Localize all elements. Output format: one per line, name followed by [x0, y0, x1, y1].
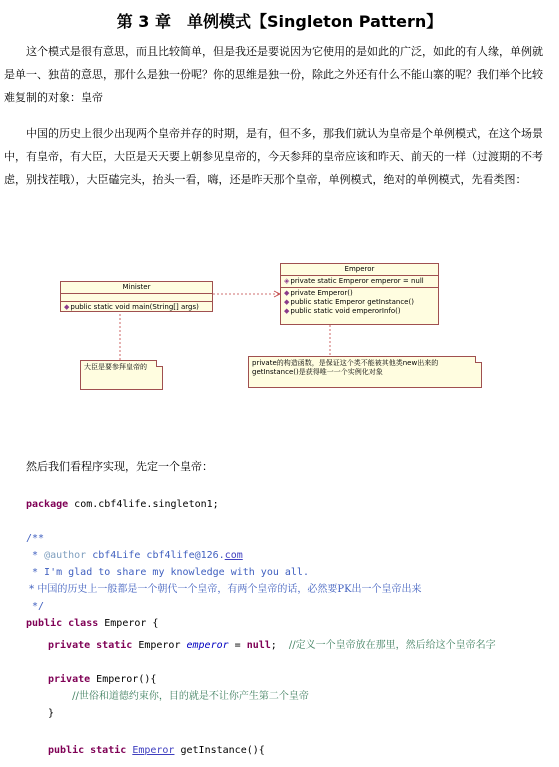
- emperor-note-line2: getInstance()是获得唯一一个实例化对象: [252, 368, 383, 376]
- getinstance-declaration: [48, 742, 265, 759]
- field-modifiers: private static: [48, 640, 133, 651]
- emperor-note: [248, 356, 482, 388]
- minister-class-name: Minister: [61, 282, 212, 294]
- history-text: 中国的历史上很少出现两个皇帝并存的时期，是有，但不多，那我们就认为皇帝是个单例模式，在这个场景中，有皇帝，有大臣，大臣是天天要上朝参见皇帝的，今天参拜的皇帝应该和昨天、前天的一样（过渡期的不考虑，别找茬哦），大臣磕完头，抬头一看，嗨，还是昨天那个皇帝，单例模式，绝对的单例模式，先看类图：: [4, 127, 543, 186]
- package-keyword: package: [26, 499, 69, 510]
- method-icon: ◆: [64, 303, 70, 311]
- doc-cn-line: * 中国的历史上一般都是一个朝代一个皇帝，有两个皇帝的话，必然要PK出一个皇帝出来: [26, 584, 422, 595]
- ctor-comment: //世俗和道德约束你，目的就是不让你产生第二个皇帝: [72, 691, 309, 702]
- method-icon: ◆: [284, 289, 290, 297]
- minister-methods: [61, 302, 212, 313]
- field-semi: ;: [270, 640, 289, 651]
- method-icon: ◆: [284, 307, 290, 315]
- minister-main-method: public static void main(String[] args): [70, 303, 199, 311]
- ctor-signature: Emperor(){: [90, 674, 157, 685]
- method-icon: ◆: [284, 298, 290, 306]
- emperor-info: public static void emperorInfo(): [290, 307, 401, 315]
- emperor-getinstance: public static Emperor getInstance(): [290, 298, 414, 306]
- field-comment: //定义一个皇帝放在那里，然后给这个皇帝名字: [288, 640, 496, 651]
- history-paragraph: [4, 122, 550, 191]
- field-type: Emperor: [132, 640, 187, 651]
- emperor-ctor: private Emperor(): [290, 289, 353, 297]
- field-declaration: [48, 637, 496, 654]
- code-listing: [26, 496, 219, 513]
- package-name: com.cbf4life.singleton1;: [68, 499, 219, 510]
- emperor-methods: [281, 288, 438, 317]
- class-keyword: public class: [26, 618, 99, 629]
- author-text: cbf4Life cbf4life@126.: [86, 550, 225, 561]
- minister-attributes: [61, 294, 212, 302]
- class-diagram: [0, 250, 559, 400]
- doc-open: /**: [26, 533, 45, 544]
- doc-glad-line: * I'm glad to share my knowledge with you all.: [26, 567, 309, 578]
- page-title: 第 3 章 单例模式【Singleton Pattern】: [116, 12, 443, 31]
- emperor-field: private static Emperor emperor = null: [290, 277, 424, 285]
- field-eq: =: [228, 640, 247, 651]
- author-tag: @author: [44, 550, 87, 561]
- getinstance-modifiers: public static: [48, 745, 127, 756]
- field-icon: ◈: [284, 277, 290, 285]
- author-email-link[interactable]: com: [224, 550, 243, 561]
- getinstance-signature: getInstance(){: [174, 745, 265, 756]
- minister-note-text: 大臣是要参拜皇帝的: [84, 363, 147, 371]
- intro-paragraph: [4, 40, 550, 109]
- field-null: null: [246, 640, 271, 651]
- constructor-block: [48, 671, 309, 722]
- ctor-modifier: private: [48, 674, 91, 685]
- emperor-note-line1: private的构造函数，是保证这个类不能被其他类new出来的: [252, 359, 439, 367]
- class-declaration: Emperor {: [98, 618, 159, 629]
- emperor-attributes: [281, 276, 438, 288]
- doc-close: */: [26, 601, 45, 612]
- ctor-close-brace: }: [48, 708, 55, 719]
- emperor-class-name: Emperor: [281, 264, 438, 276]
- getinstance-return-type[interactable]: Emperor: [132, 745, 175, 756]
- minister-class-box: [60, 281, 213, 312]
- intro-text: 这个模式是很有意思，而且比较简单，但是我还是要说因为它使用的是如此的广泛，如此的有人缘，单例就是单一、独苗的意思，那什么是独一份呢？你的思维是独一份，除此之外还有什么不能山寨的呢？我们举个比较难复制的对象：皇帝: [4, 45, 543, 104]
- doc-prefix: *: [26, 550, 45, 561]
- field-name: emperor: [186, 640, 229, 651]
- javadoc-block: [26, 530, 422, 632]
- emperor-class-box: [280, 263, 439, 325]
- implementation-intro: 然后我们看程序实现，先定一个皇帝：: [26, 460, 213, 473]
- minister-note: [80, 360, 163, 390]
